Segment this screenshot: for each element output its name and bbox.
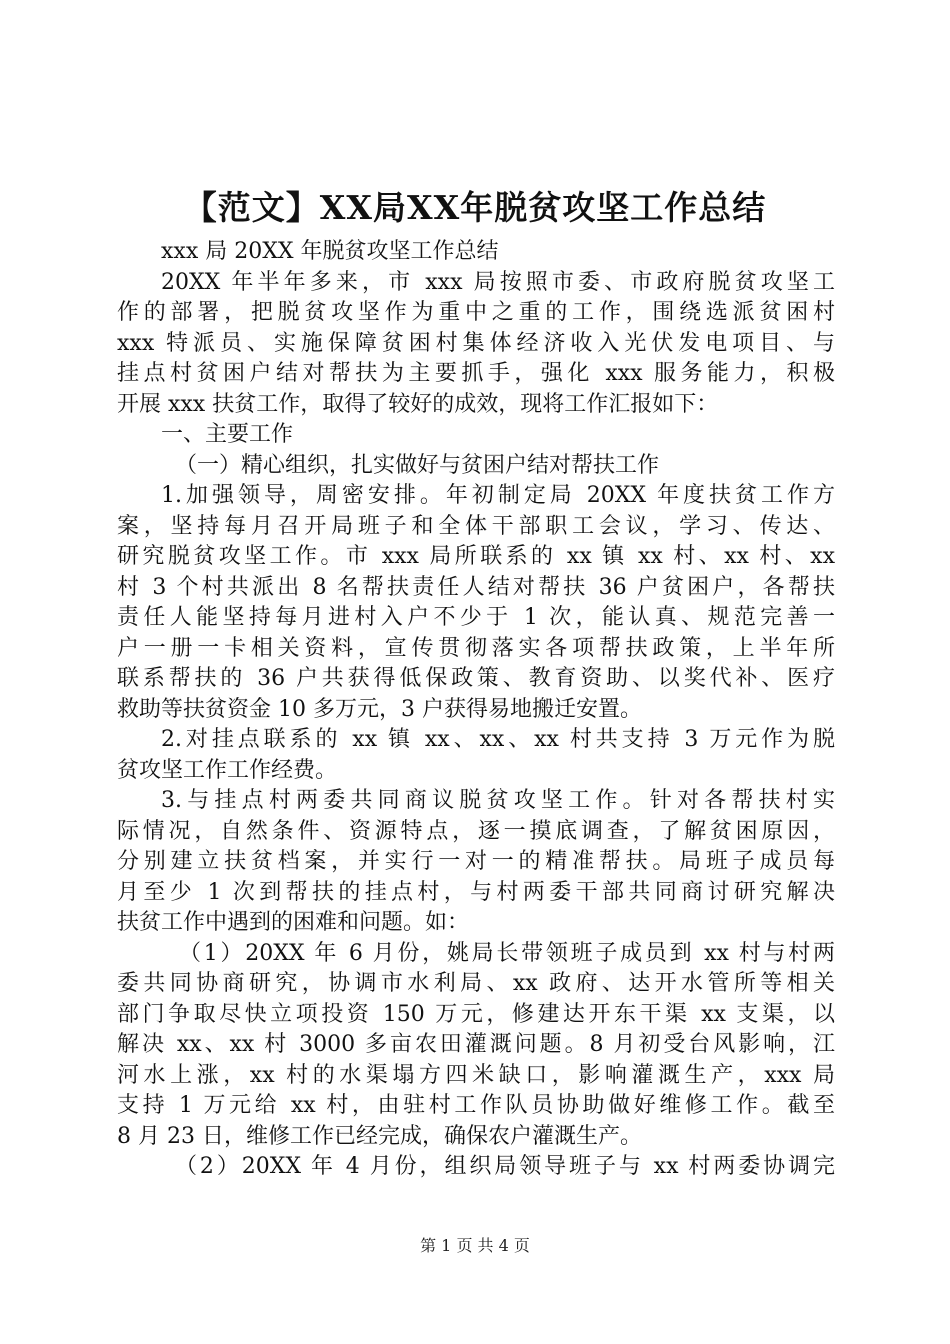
paragraph-line: （2）20XX 年 4 月份，组织局领导班子与 xx 村两委协调完	[175, 1154, 835, 1179]
paragraph-line: 河水上涨，xx 村的水渠塌方四米缺口，影响灌溉生产，xxx 局	[117, 1062, 835, 1088]
paragraph-line: 2.对挂点联系的 xx 镇 xx、xx、xx 村共支持 3 万元作为脱	[161, 727, 835, 752]
paragraph-line: （1）20XX 年 6 月份，姚局长带领班子成员到 xx 村与村两	[179, 940, 835, 966]
paragraph-line: 8 月 23 日，维修工作已经完成，确保农户灌溉生产。	[117, 1123, 642, 1149]
paragraph-line: 3.与挂点村两委共同商议脱贫攻坚工作。针对各帮扶村实	[161, 788, 835, 813]
paragraph-line: 挂点村贫困户结对帮扶为主要抓手，强化 xxx 服务能力，积极	[117, 361, 835, 386]
paragraph-line: 分别建立扶贫档案，并实行一对一的精准帮扶。局班子成员每	[117, 849, 835, 874]
subsection-heading: （一）精心组织，扎实做好与贫困户结对帮扶工作	[175, 452, 660, 478]
document-body	[117, 237, 835, 1183]
subtitle-line: xxx 局 20XX 年脱贫攻坚工作总结	[161, 239, 499, 264]
paragraph-line: 部门争取尽快立项投资 150 万元，修建达开东干渠 xx 支渠，以	[117, 1001, 835, 1027]
paragraph-line: 责任人能坚持每月进村入户不少于 1 次，能认真、规范完善一	[117, 605, 835, 630]
paragraph-line: 研究脱贫攻坚工作。市 xxx 局所联系的 xx 镇 xx 村、xx 村、xx	[117, 544, 835, 569]
paragraph-line: 20XX 年半年多来，市 xxx 局按照市委、市政府脱贫攻坚工	[161, 269, 835, 295]
paragraph-line: 作的部署，把脱贫攻坚作为重中之重的工作，围绕选派贫困村	[117, 300, 835, 325]
paragraph-line: 支持 1 万元给 xx 村，由驻村工作队员协助做好维修工作。截至	[117, 1093, 835, 1118]
paragraph-line: 村 3 个村共派出 8 名帮扶责任人结对帮扶 36 户贫困户，各帮扶	[117, 574, 835, 600]
paragraph-line: 户一册一卡相关资料，宣传贯彻落实各项帮扶政策，上半年所	[117, 635, 835, 661]
paragraph-line: xxx 特派员、实施保障贫困村集体经济收入光伏发电项目、与	[117, 330, 835, 356]
paragraph-line: 1.加强领导，周密安排。年初制定局 20XX 年度扶贫工作方	[161, 483, 835, 508]
document-title: 【范文】XX局XX年脱贫攻坚工作总结	[183, 188, 767, 227]
paragraph-line: 联系帮扶的 36 户共获得低保政策、教育资助、以奖代补、医疗	[117, 666, 835, 691]
paragraph-line: 案，坚持每月召开局班子和全体干部职工会议，学习、传达、	[117, 513, 835, 539]
paragraph-line: 委共同协商研究，协调市水利局、xx 政府、达开水管所等相关	[117, 971, 835, 996]
paragraph-line: 扶贫工作中遇到的困难和问题。如：	[117, 910, 470, 935]
paragraph-line: 解决 xx、xx 村 3000 多亩农田灌溉问题。8 月初受台风影响，江	[117, 1032, 835, 1057]
section-heading: 一、主要工作	[161, 422, 294, 447]
paragraph-line: 际情况，自然条件、资源特点，逐一摸底调查，了解贫困原因，	[117, 818, 835, 844]
page-footer: 第 1 页 共 4 页	[420, 1236, 530, 1255]
paragraph-line: 月至少 1 次到帮扶的挂点村，与村两委干部共同商讨研究解决	[117, 879, 835, 905]
paragraph-line: 开展 xxx 扶贫工作，取得了较好的成效，现将工作汇报如下：	[117, 391, 719, 417]
paragraph-line: 救助等扶贫资金 10 多万元，3 户获得易地搬迁安置。	[117, 696, 642, 722]
paragraph-line: 贫攻坚工作工作经费。	[117, 757, 338, 783]
